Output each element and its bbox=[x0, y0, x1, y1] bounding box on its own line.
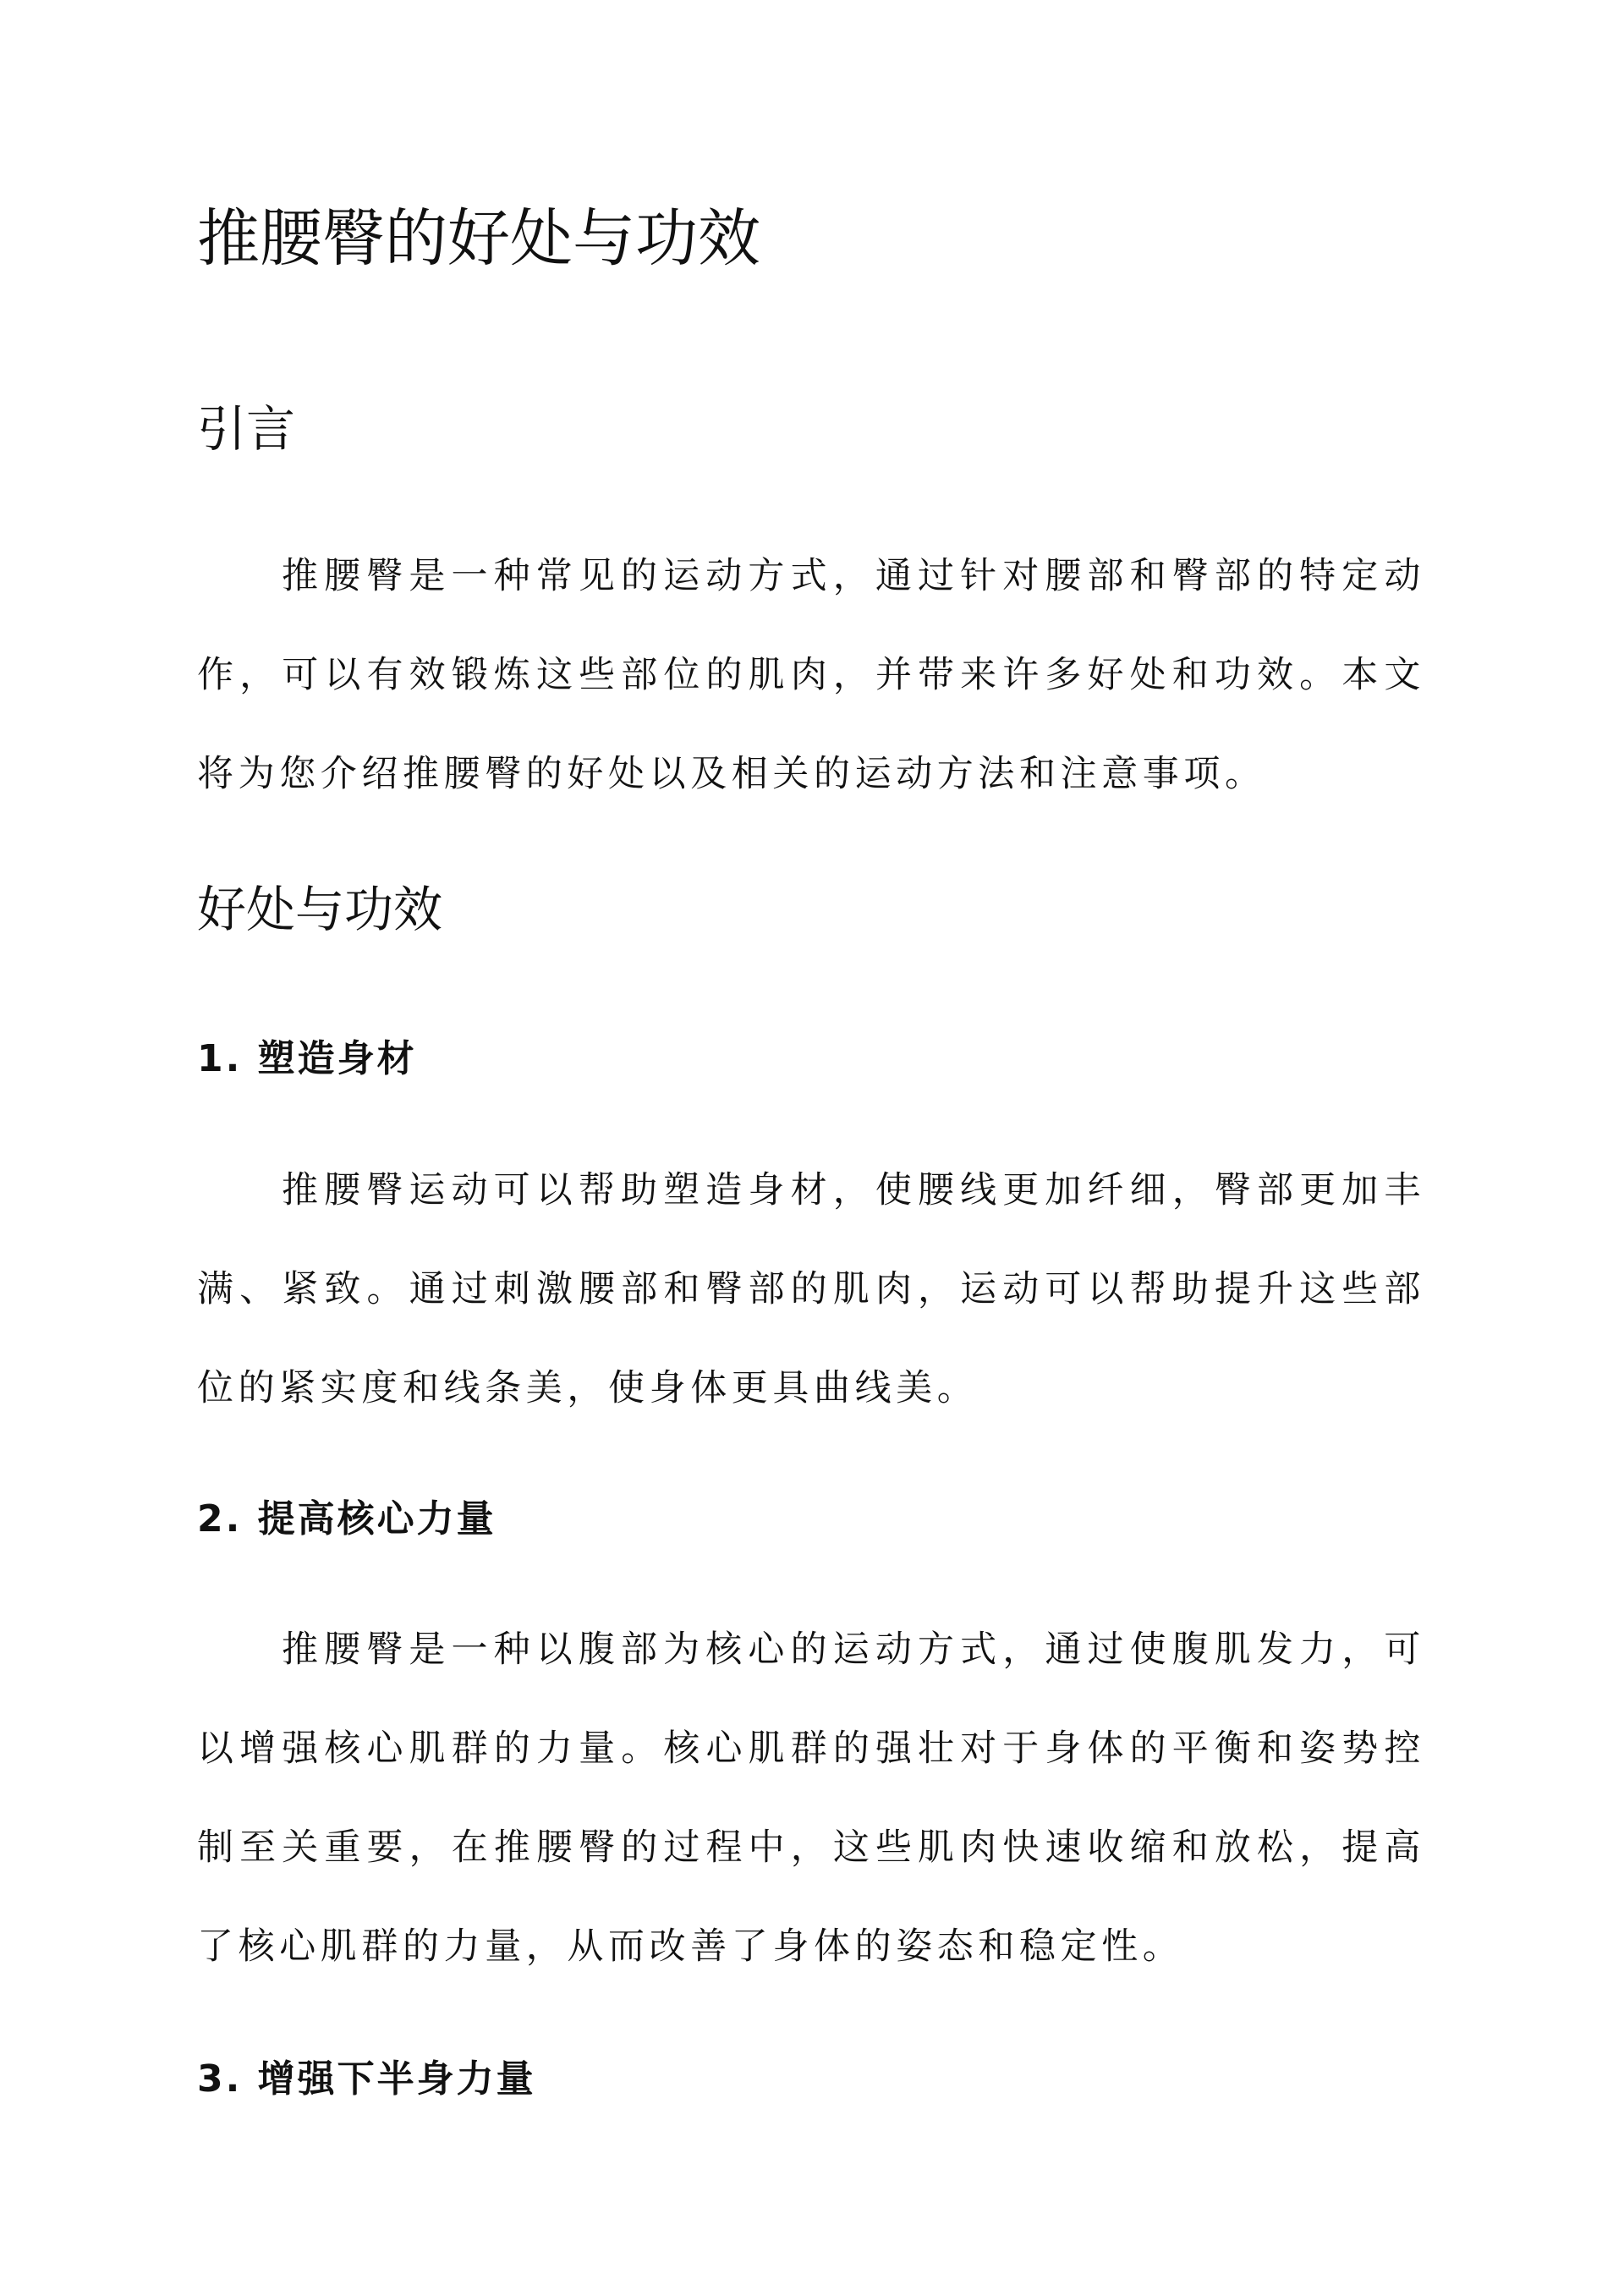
section-heading-lower-body: 3. 增强下半身力量 bbox=[197, 2057, 536, 2101]
section-heading-shape-body: 1. 塑造身材 bbox=[197, 1037, 417, 1080]
intro-heading: 引言 bbox=[197, 400, 296, 458]
intro-paragraph: 推腰臀是一种常见的运动方式，通过针对腰部和臀部的特定动作，可以有效锻炼这些部位的肌肉，并带来许多好处和功效。本文将为您介绍推腰臀的好处以及相关的运动方法和注意事项。 bbox=[197, 555, 1425, 795]
benefits-heading: 好处与功效 bbox=[197, 881, 443, 938]
document-title: 推腰臀的好处与功效 bbox=[197, 202, 760, 275]
section-paragraph-shape-body: 推腰臀运动可以帮助塑造身材，使腰线更加纤细，臀部更加丰满、紧致。通过刺激腰部和臀部的肌肉，运动可以帮助提升这些部位的紧实度和线条美，使身体更具曲线美。 bbox=[197, 1169, 1425, 1409]
section-paragraph-core-strength: 推腰臀是一种以腹部为核心的运动方式，通过使腹肌发力，可以增强核心肌群的力量。核心肌群的强壮对于身体的平衡和姿势控制至关重要，在推腰臀的过程中，这些肌肉快速收缩和放松，提高了核心肌群的力量，从而改善了身体的姿态和稳定性。 bbox=[197, 1629, 1425, 1968]
section-heading-core-strength: 2. 提高核心力量 bbox=[197, 1497, 497, 1541]
